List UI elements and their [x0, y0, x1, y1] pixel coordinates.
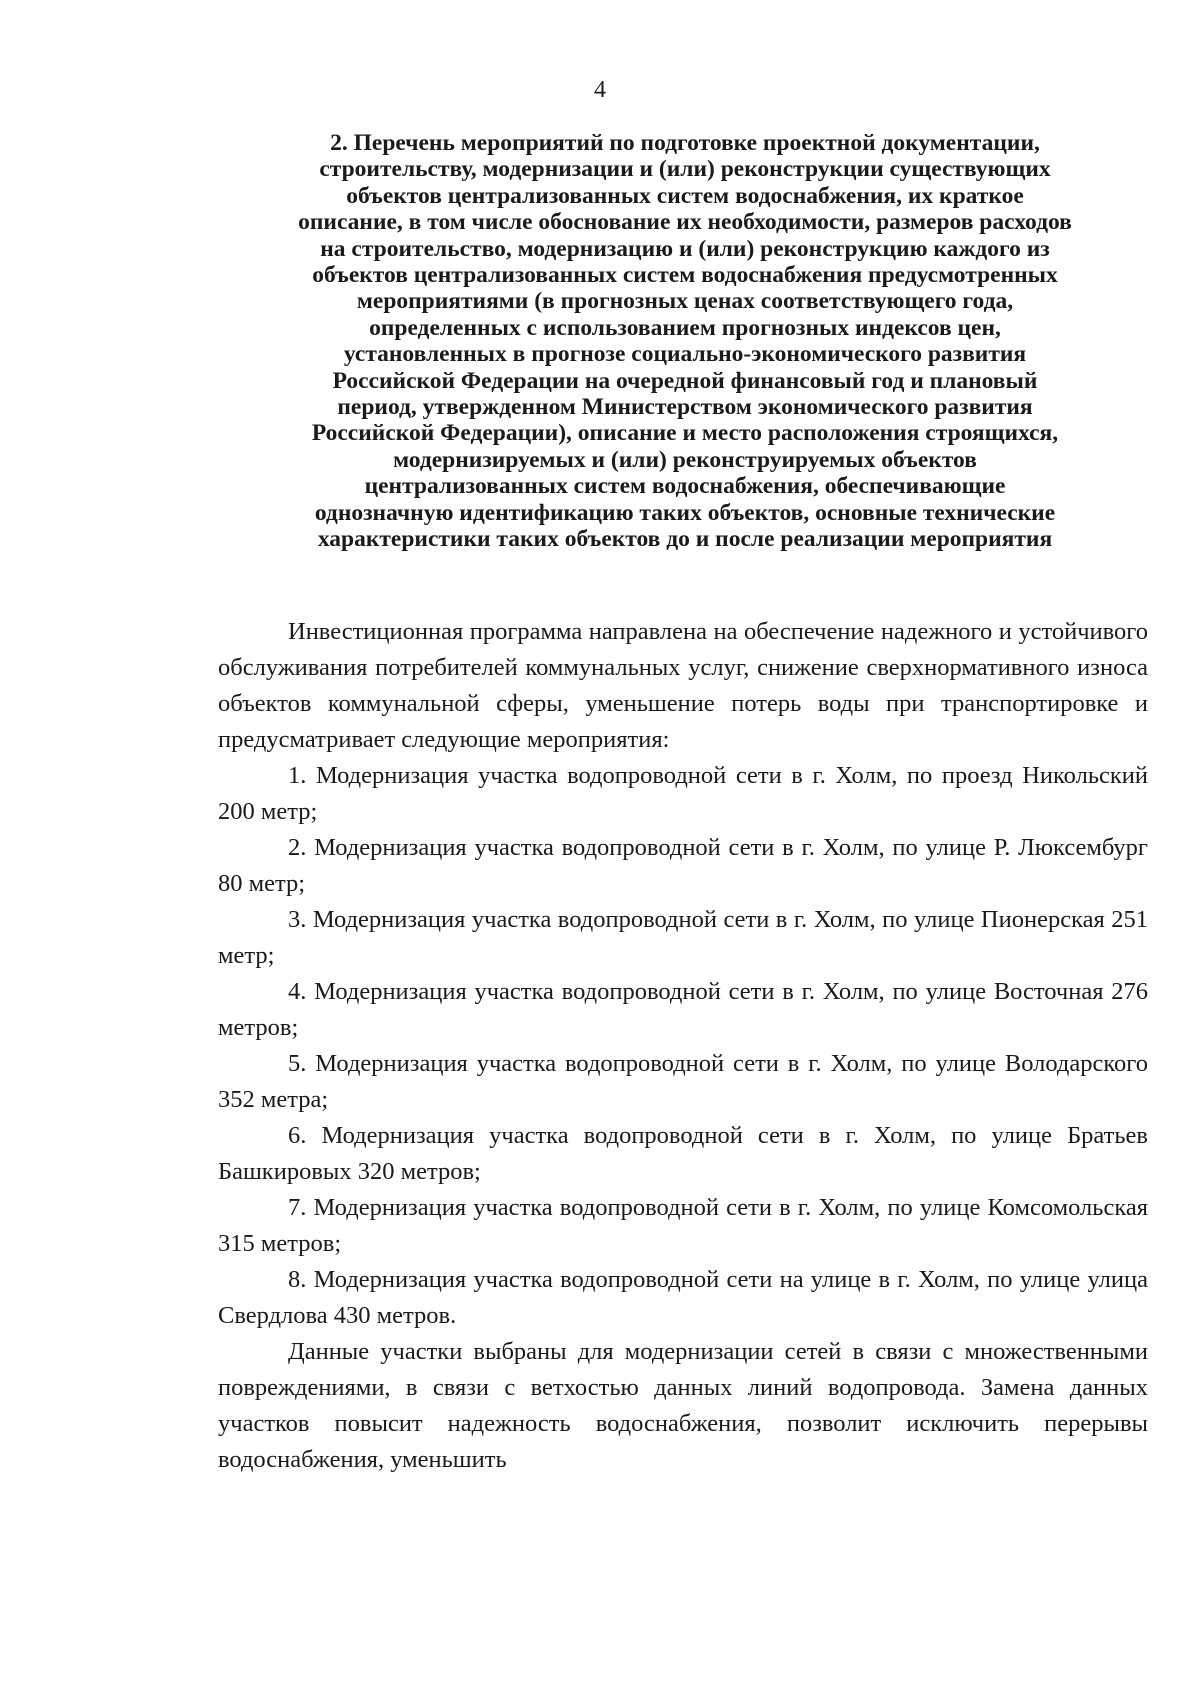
measure-item: 2. Модернизация участка водопроводной сети в г. Холм, по улице Р. Люксембург 80 метр; [218, 834, 1148, 897]
heading-line: объектов централизованных систем водоснабжения, их краткое [346, 182, 1024, 209]
section-heading [220, 130, 1150, 553]
measure-item: 5. Модернизация участка водопроводной сети в г. Холм, по улице Володарского 352 метра; [218, 1050, 1148, 1113]
heading-line: однозначную идентификацию таких объектов, основные технические [314, 499, 1056, 526]
closing-paragraph: Данные участки выбраны для модернизации сетей в связи с множественными повреждениями, в связи с ветхостью данных линий водопровода. Замена данных участков повысит надежность водоснабжения, позволит исключить перерывы водоснабжения, уменьшить [218, 1338, 1148, 1473]
measure-item: 4. Модернизация участка водопроводной сети в г. Холм, по улице Восточная 276 метров; [218, 978, 1148, 1041]
measure-item: 7. Модернизация участка водопроводной сети в г. Холм, по улице Комсомольская 315 метров; [218, 1194, 1148, 1257]
heading-line: объектов централизованных систем водоснабжения предусмотренных [312, 262, 1058, 289]
heading-line: характеристики таких объектов до и после реализации мероприятия [317, 526, 1053, 553]
heading-line: Российской Федерации на очередной финансовый год и плановый [332, 367, 1038, 394]
measure-item: 6. Модернизация участка водопроводной сети в г. Холм, по улице Братьев Башкировых 320 метров; [218, 1122, 1148, 1185]
heading-line: модернизируемых и (или) реконструируемых объектов [393, 446, 977, 473]
heading-line: централизованных систем водоснабжения, обеспечивающие [364, 473, 1006, 500]
measure-item: 3. Модернизация участка водопроводной сети в г. Холм, по улице Пионерская 251 метр; [218, 906, 1148, 969]
heading-line: описание, в том числе обоснование их необходимости, размеров расходов [298, 209, 1072, 236]
heading-line: мероприятиями (в прогнозных ценах соответствующего года, [356, 288, 1014, 315]
heading-line: установленных в прогнозе социально-экономического развития [343, 341, 1027, 368]
measure-item: 8. Модернизация участка водопроводной сети на улице в г. Холм, по улице улица Свердлова 430 метров. [218, 1266, 1148, 1329]
body-text [218, 614, 1148, 1478]
heading-line: период, утвержденном Министерством экономического развития [337, 394, 1033, 421]
heading-line: определенных с использованием прогнозных индексов цен, [369, 314, 1001, 341]
heading-line: на строительство, модернизацию и (или) реконструкцию каждого из [320, 235, 1050, 262]
heading-line: Российской Федерации), описание и место расположения строящихся, [311, 420, 1059, 447]
heading-line: строительству, модернизации и (или) реконструкции существующих [319, 156, 1051, 183]
measure-item: 1. Модернизация участка водопроводной сети в г. Холм, по проезд Никольский 200 метр; [218, 762, 1148, 825]
intro-paragraph: Инвестиционная программа направлена на обеспечение надежного и устойчивого обслуживания потребителей коммунальных услуг, снижение сверхнормативного износа объектов коммунальной сферы, уменьшение потерь воды при транспортировке и предусматривает следующие мероприятия: [218, 618, 1148, 753]
page-number: 4 [594, 77, 606, 103]
heading-line: 2. Перечень мероприятий по подготовке проектной документации, [330, 130, 1040, 156]
